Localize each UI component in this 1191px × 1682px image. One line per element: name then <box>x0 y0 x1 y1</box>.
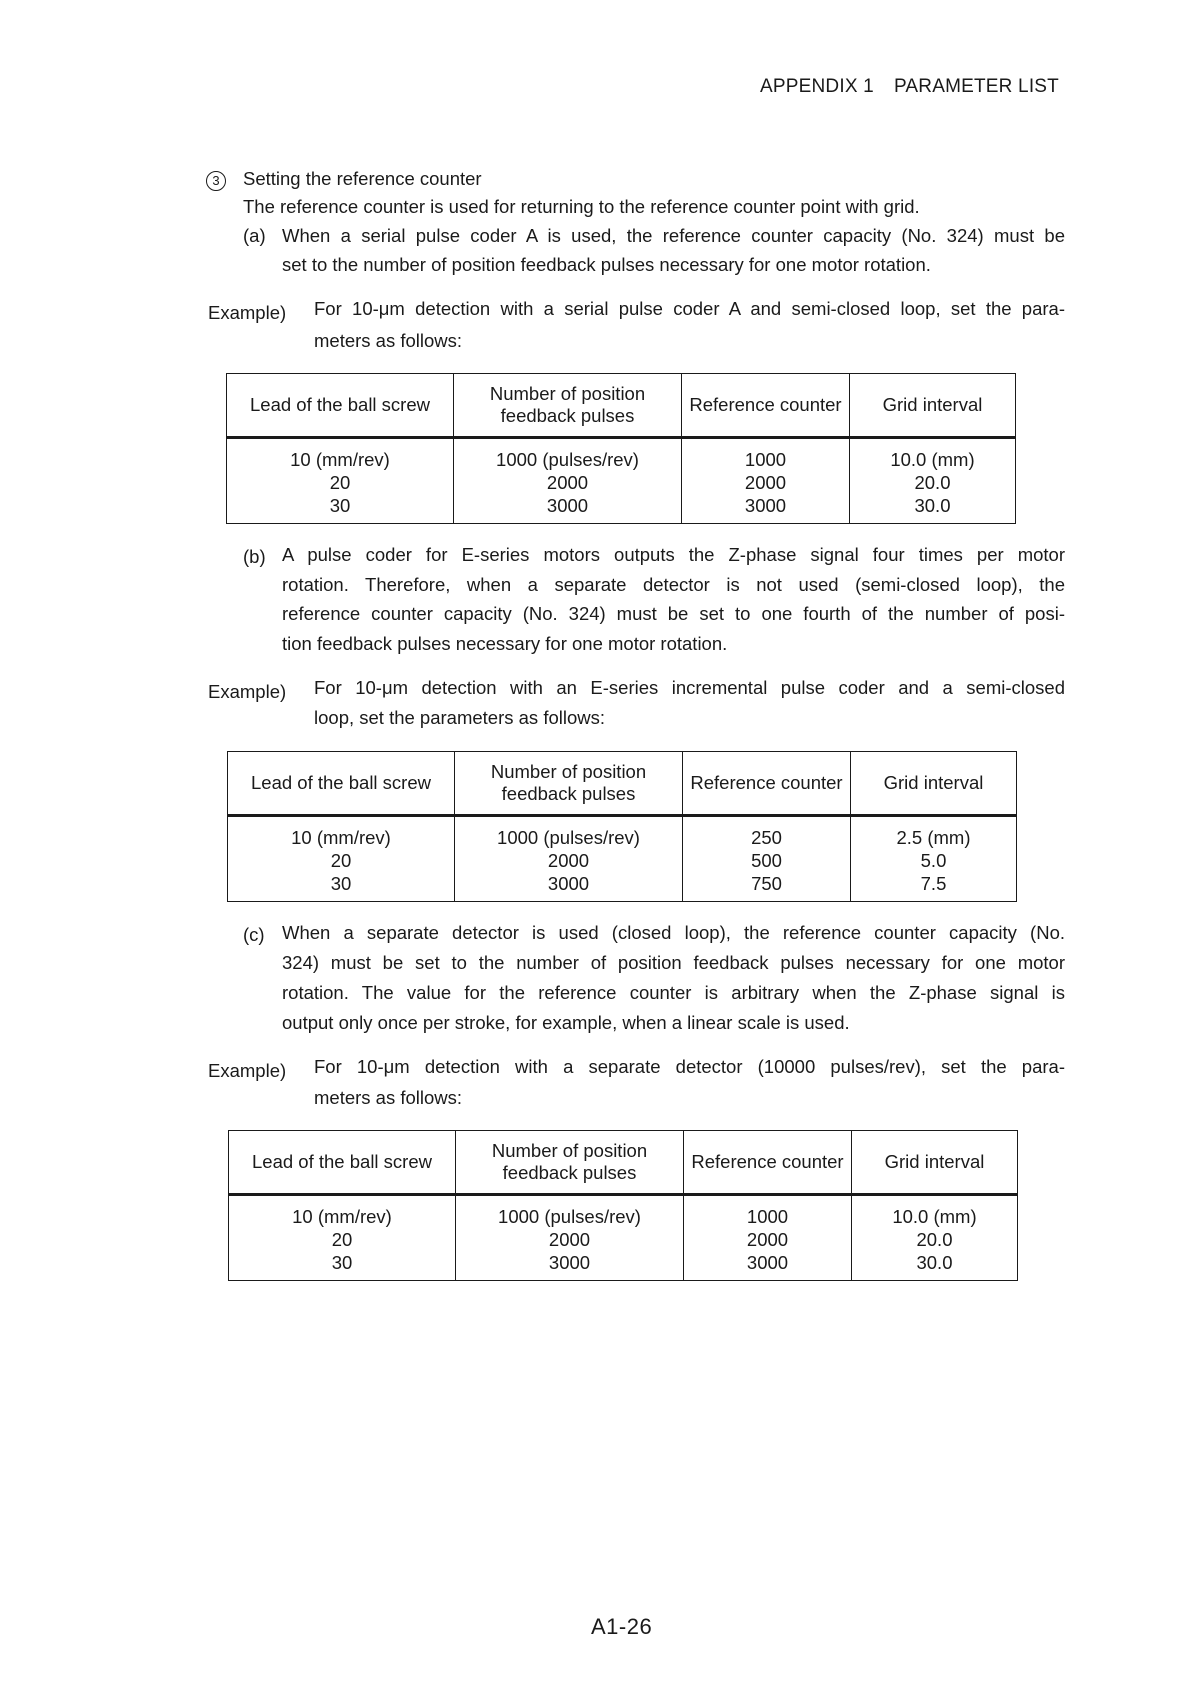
para-a-line: set to the number of position feedback pulses necessary for one motor rotation. <box>282 254 931 275</box>
example-label: Example) <box>208 681 287 702</box>
lead-cell: 10 (mm/rev) 20 30 <box>228 816 455 902</box>
table-header-row <box>229 1131 1018 1195</box>
reference-counter-cell: 1000 2000 3000 <box>684 1195 852 1281</box>
table-header-row <box>227 374 1016 438</box>
example-line: meters as follows: <box>314 1087 463 1108</box>
circled-number-icon: 3 <box>206 171 226 191</box>
reference-counter-cell: 250 500 750 <box>683 816 851 902</box>
para-c-line: 324) must be set to the number of position feedback pulses necessary for one motor <box>282 952 1065 973</box>
column-header: Reference counter <box>684 1131 852 1195</box>
pulses-cell: 1000 (pulses/rev) 2000 3000 <box>454 438 682 524</box>
table-row <box>228 816 1017 902</box>
para-b-line: tion feedback pulses necessary for one motor rotation. <box>282 633 728 654</box>
para-c-line: rotation. The value for the reference counter is arbitrary when the Z-phase signal is <box>282 982 1065 1003</box>
example-label: Example) <box>208 1060 287 1081</box>
example-line: For 10-μm detection with a separate detector (10000 pulses/rev), set the para- <box>314 1056 1065 1077</box>
example-line: meters as follows: <box>314 330 463 351</box>
para-b-line: reference counter capacity (No. 324) must be set to one fourth of the number of posi- <box>282 603 1065 624</box>
para-b-line: A pulse coder for E-series motors outputs the Z-phase signal four times per motor <box>282 544 1065 565</box>
example-line: For 10-μm detection with a serial pulse coder A and semi-closed loop, set the para- <box>314 298 1065 319</box>
column-header: Grid interval <box>851 752 1017 816</box>
parameter-table <box>226 373 1016 524</box>
appendix-label: APPENDIX 1 <box>760 76 874 97</box>
pulses-cell: 1000 (pulses/rev) 2000 3000 <box>455 816 683 902</box>
example-line: loop, set the parameters as follows: <box>314 707 606 728</box>
parameter-table <box>228 1130 1018 1281</box>
para-a-label: (a) <box>243 225 266 246</box>
grid-interval-cell: 10.0 (mm) 20.0 30.0 <box>850 438 1016 524</box>
column-header: Reference counter <box>682 374 850 438</box>
column-header: Number of position feedback pulses <box>456 1131 684 1195</box>
header-title: PARAMETER LIST <box>893 76 1059 97</box>
parameter-table <box>227 751 1017 902</box>
grid-interval-cell: 2.5 (mm) 5.0 7.5 <box>851 816 1017 902</box>
column-header: Lead of the ball screw <box>228 752 455 816</box>
reference-counter-cell: 1000 2000 3000 <box>682 438 850 524</box>
table-header-row <box>228 752 1017 816</box>
column-header: Lead of the ball screw <box>227 374 454 438</box>
table-row <box>229 1195 1018 1281</box>
lead-cell: 10 (mm/rev) 20 30 <box>229 1195 456 1281</box>
page-number: A1-26 <box>591 1614 653 1639</box>
column-header: Grid interval <box>850 374 1016 438</box>
column-header: Number of position feedback pulses <box>455 752 683 816</box>
grid-interval-cell: 10.0 (mm) 20.0 30.0 <box>852 1195 1018 1281</box>
column-header: Number of position feedback pulses <box>454 374 682 438</box>
example-label: Example) <box>208 302 287 323</box>
column-header: Lead of the ball screw <box>229 1131 456 1195</box>
page-header <box>760 76 1059 98</box>
lead-cell: 10 (mm/rev) 20 30 <box>227 438 454 524</box>
para-c-label: (c) <box>243 924 265 945</box>
para-a-line: When a serial pulse coder A is used, the reference counter capacity (No. 324) must be <box>282 225 1065 246</box>
column-header: Reference counter <box>683 752 851 816</box>
pulses-cell: 1000 (pulses/rev) 2000 3000 <box>456 1195 684 1281</box>
para-c-line: When a separate detector is used (closed loop), the reference counter capacity (No. <box>282 922 1065 943</box>
column-header: Grid interval <box>852 1131 1018 1195</box>
section-title: Setting the reference counter <box>243 168 482 189</box>
example-line: For 10-μm detection with an E-series incremental pulse coder and a semi-closed <box>314 677 1065 698</box>
section-intro: The reference counter is used for returning to the reference counter point with grid. <box>243 196 920 217</box>
table-row <box>227 438 1016 524</box>
para-b-line: rotation. Therefore, when a separate detector is not used (semi-closed loop), the <box>282 574 1065 595</box>
para-c-line: output only once per stroke, for example, when a linear scale is used. <box>282 1012 850 1033</box>
para-b-label: (b) <box>243 546 266 567</box>
